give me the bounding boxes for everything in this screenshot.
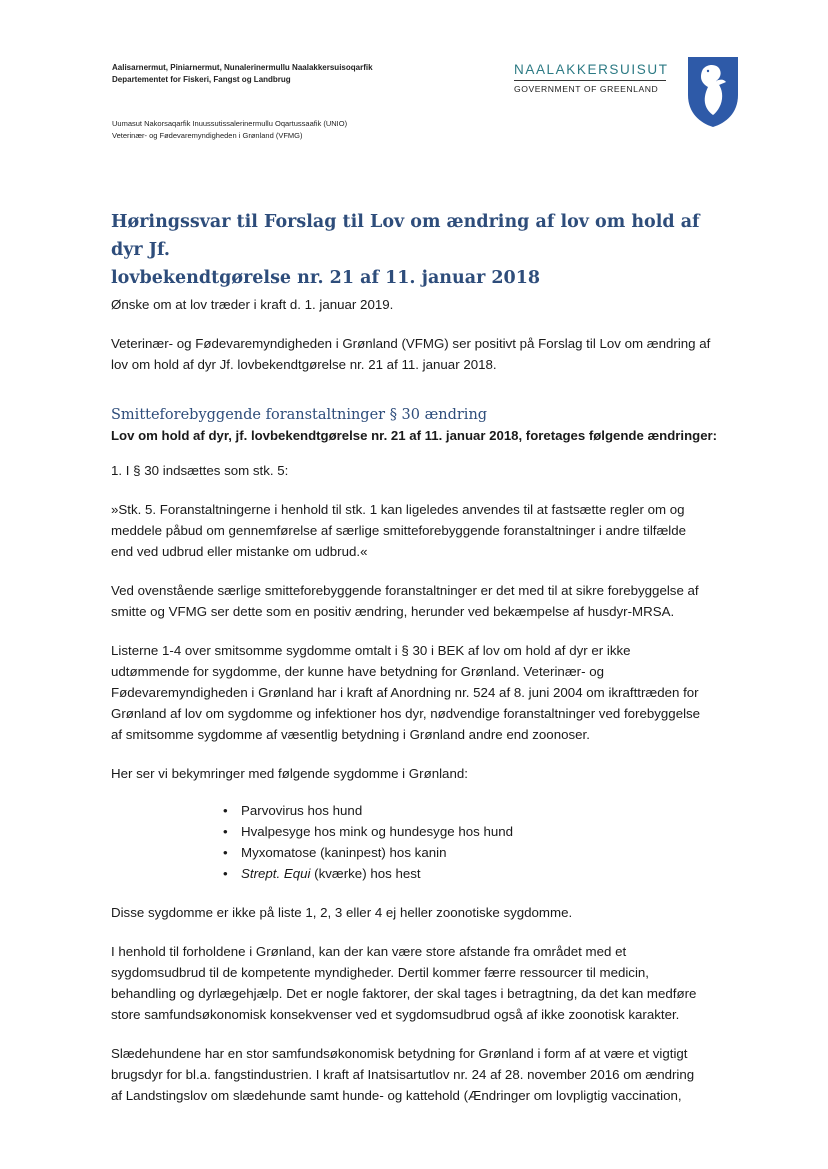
amendment-item-1: 1. I § 30 indsættes som stk. 5:: [111, 463, 289, 478]
not-listed-paragraph: Disse sygdomme er ikke på liste 1, 2, 3 eller 4 ej heller zoonotiske sygdomme.: [111, 905, 573, 920]
list-item: [223, 863, 721, 884]
title-line-1: Høringssvar til Forslag til Lov om ændring af lov om hold af dyr Jf.: [111, 212, 700, 260]
department-header: [112, 62, 373, 86]
concern-paragraph: Her ser vi bekymringer med følgende sygdomme i Grønland:: [111, 766, 468, 781]
stk5-paragraph: [111, 499, 721, 562]
sled-line-1: Slædehundene har en stor samfundsøkonomisk betydning for Grønland i form af at være et vigtigt: [111, 1046, 688, 1061]
brand-name: NAALAKKERSUISUT: [514, 62, 669, 77]
disease-description: (kværke) hos hest: [310, 866, 421, 881]
disease-latin-name: Strept. Equi: [241, 866, 311, 881]
measures-paragraph: [111, 580, 721, 622]
intro-line-2: lov om hold af dyr Jf. lovbekendtgørelse nr. 21 af 11. januar 2018.: [111, 357, 497, 372]
list-item: • Parvovirus hos hund: [223, 800, 721, 821]
document-title: [111, 208, 721, 292]
measures-line-2: smitte og VFMG ser dette som en positiv ændring, herunder ved bekæmpelse af husdyr-MRSA.: [111, 604, 675, 619]
section-heading: Smitteforebyggende foranstaltninger § 30 ændring: [111, 407, 488, 423]
conditions-line-1: I henhold til forholdene i Grønland, kan der kan være store afstande fra området med et: [111, 944, 627, 959]
stk5-line-3: end ved udbrud eller mistanke om udbrud.«: [111, 544, 368, 559]
lists-line-1: Listerne 1-4 over smitsomme sygdomme omtalt i § 30 i BEK af lov om hold af dyr er ikke: [111, 643, 631, 658]
lists-line-5: af smitsomme sygdomme af væsentlig betydning i Grønland andre end zoonoser.: [111, 727, 590, 742]
government-brand: [514, 62, 669, 94]
polar-bear-shield-icon: [686, 55, 740, 129]
stk5-line-1: »Stk. 5. Foranstaltningerne i henhold til stk. 1 kan ligeledes anvendes til at fastsætte regler om og: [111, 502, 685, 517]
lists-line-3: Fødevaremyndigheden i Grønland har i kraft af Anordning nr. 524 af 8. juni 2004 om ikrafttræden for: [111, 685, 699, 700]
subtitle: Ønske om at lov træder i kraft d. 1. januar 2019.: [111, 297, 394, 312]
lists-paragraph: [111, 640, 721, 745]
conditions-line-3: behandling og dyrlægehjælp. Det er nogle faktorer, der skal tages i betragtning, da det kan medføre: [111, 986, 697, 1001]
sled-line-2: brugsdyr for bl.a. fangstindustrien. I kraft af Inatsisartutlov nr. 24 af 28. november 2016 om ændring: [111, 1067, 695, 1082]
department-line-greenlandic: Aalisarnermut, Piniarnermut, Nunalerinermullu Naalakkersuisoqarfik: [112, 63, 373, 72]
unit-line-greenlandic: Uumasut Nakorsaqarfik Inuussutissalerinermullu Oqartussaafik (UNIO): [112, 119, 348, 128]
intro-paragraph: [111, 333, 721, 375]
lists-line-2: udtømmende for sygdomme, der kunne have betydning for Grønland. Veterinær- og: [111, 664, 604, 679]
unit-header: [112, 118, 347, 142]
list-item: • Myxomatose (kaninpest) hos kanin: [223, 842, 721, 863]
conditions-paragraph: [111, 941, 721, 1025]
lists-line-4: Grønland af lov om sygdomme og infektioner hos dyr, nødvendige foranstaltninger ved forebyggelse: [111, 706, 701, 721]
brand-subtitle: GOVERNMENT OF GREENLAND: [514, 84, 659, 94]
sled-dogs-paragraph: [111, 1043, 721, 1106]
title-line-2: lovbekendtgørelse nr. 21 af 11. januar 2018: [111, 268, 541, 288]
document-body: [111, 208, 721, 1106]
disease-list: [223, 800, 721, 884]
law-reference: Lov om hold af dyr, jf. lovbekendtgørelse nr. 21 af 11. januar 2018, foretages følgende ændringer:: [111, 428, 718, 443]
unit-line-danish: Veterinær- og Fødevaremyndigheden i Grønland (VFMG): [112, 131, 303, 140]
list-item: • Hvalpesyge hos mink og hundesyge hos hund: [223, 821, 721, 842]
conditions-line-4: store samfundsøkonomisk konsekvenser ved et sygdomsudbrud også af ikke zoonotisk karakter.: [111, 1007, 680, 1022]
conditions-line-2: sygdomsudbrud til de kompetente myndigheder. Dertil kommer færre ressourcer til medicin,: [111, 965, 650, 980]
sled-line-3: af Landstingslov om slædehunde samt hunde- og kattehold (Ændringer om lovpligtig vaccination,: [111, 1088, 682, 1103]
measures-line-1: Ved ovenstående særlige smitteforebyggende foranstaltninger er det med til at sikre forebyggelse af: [111, 583, 699, 598]
department-line-danish: Departementet for Fiskeri, Fangst og Landbrug: [112, 75, 291, 84]
stk5-line-2: meddele påbud om gennemførelse af særlige smitteforebyggende foranstaltninger i andre tilfælde: [111, 523, 687, 538]
intro-line-1: Veterinær- og Fødevaremyndigheden i Grønland (VFMG) ser positivt på Forslag til Lov om ændring af: [111, 336, 711, 351]
brand-divider: [514, 80, 666, 81]
